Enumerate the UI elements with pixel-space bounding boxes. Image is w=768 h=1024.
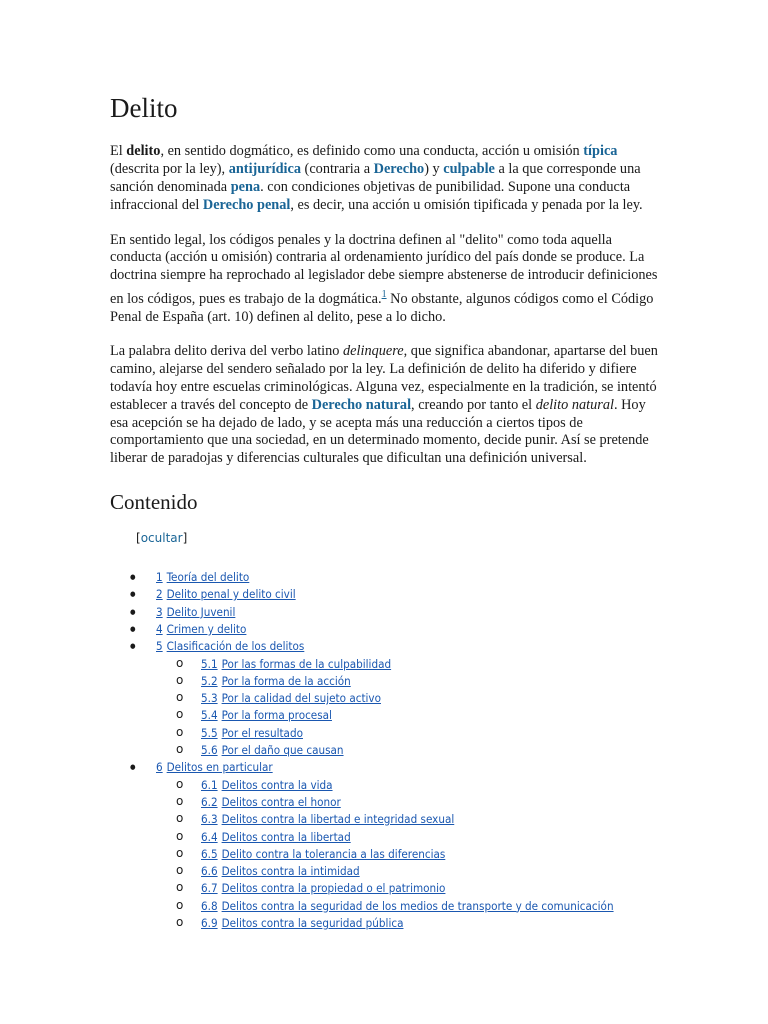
toc-item[interactable] <box>110 586 658 603</box>
link-antijuridica[interactable]: antijurídica <box>228 161 301 178</box>
toc-subitem[interactable] <box>156 829 658 846</box>
link-derecho[interactable]: Derecho <box>373 161 425 178</box>
toc-link[interactable]: Delitos contra la libertad <box>221 829 351 844</box>
text: , en sentido dogmático, es definido como una conducta, acción u omisión <box>160 143 584 160</box>
paragraph-2 <box>110 232 658 327</box>
toc-item[interactable] <box>110 569 658 586</box>
toc-link[interactable]: Delito Juvenil <box>166 604 236 619</box>
toc-link[interactable]: Delitos contra la propiedad o el patrimonio <box>221 881 446 896</box>
toc-number[interactable]: 5.3 <box>201 691 218 706</box>
text: a la que corresponde una sanción denominada <box>110 161 641 195</box>
toc-item[interactable] <box>110 621 658 638</box>
toc-number[interactable]: 2 <box>156 587 163 602</box>
paragraph-3 <box>110 343 658 468</box>
italic-term-delito-natural: delito natural <box>535 396 614 413</box>
toc-subitem[interactable] <box>156 915 658 932</box>
toc-link[interactable]: Crimen y delito <box>166 621 247 636</box>
toc-number[interactable]: 3 <box>156 604 163 619</box>
text: ) y <box>424 161 444 178</box>
toc-subitem[interactable] <box>156 880 658 897</box>
toc-number[interactable]: 6.3 <box>201 812 218 827</box>
bracket-close: ] <box>182 531 188 546</box>
toc-subitem[interactable] <box>156 725 658 742</box>
text: (contraria a <box>300 161 374 178</box>
link-tipica[interactable]: típica <box>583 143 618 160</box>
toc-link[interactable]: Por el daño que causan <box>221 743 344 758</box>
text: , que significa abandonar, apartarse del buen camino, alejarse del sendero señalado por la ley. La definición de delito ha diferido y difiere todavía hoy entre escuelas criminológicas. Alguna vez, especialmente en la tradición, se intentó establecer a través del concepto de <box>110 343 658 413</box>
text: . con condiciones objetivas de punibilidad. Supone una conducta infraccional del <box>110 178 631 213</box>
toc-link[interactable]: Delitos contra la intimidad <box>221 864 360 879</box>
toc-link[interactable]: Teoría del delito <box>166 570 250 585</box>
toc-number[interactable]: 6.6 <box>201 864 218 879</box>
toc-number[interactable]: 6 <box>156 760 163 775</box>
toc-link[interactable]: Por el resultado <box>221 725 303 740</box>
toc-link[interactable]: Por las formas de la culpabilidad <box>221 656 392 671</box>
toc-subitem[interactable] <box>156 846 658 863</box>
page-title: Delito <box>110 93 178 123</box>
text: . Hoy esa acepción se ha dejado de lado, y se acepta más una reducción a ciertos tipos de comportamiento que una sociedad, en un determinado momento, decide punir. Así se pretende liberar de paradojas y diferencias culturales que dificultan una definición universal. <box>110 396 649 467</box>
text: En sentido legal, los códigos penales y la doctrina definen al "delito" como toda aquella conducta (acción u omisión) contraria al ordenamiento jurídico del país donde se produce. La doctrina siempre ha reprochado al legislador debe siempre abstenerse de introducir definiciones en los códigos, pues es trabajo de la dogmática. <box>110 231 658 307</box>
link-culpable[interactable]: culpable <box>443 161 495 178</box>
article-content <box>110 92 658 932</box>
toc-list <box>110 569 658 932</box>
link-pena[interactable]: pena <box>230 178 261 195</box>
toc-link[interactable]: Delitos contra la seguridad pública <box>221 916 404 931</box>
toc-sublist <box>156 777 658 933</box>
toc-number[interactable]: 5.1 <box>201 656 218 671</box>
link-derecho-natural[interactable]: Derecho natural <box>311 396 412 413</box>
toc-link[interactable]: Clasificación de los delitos <box>166 639 305 654</box>
toc-number[interactable]: 6.4 <box>201 829 218 844</box>
toc-item[interactable] <box>110 638 658 759</box>
toc-toggle <box>136 531 658 545</box>
toc-link[interactable]: Por la calidad del sujeto activo <box>221 691 381 706</box>
toc-link[interactable]: Por la forma de la acción <box>221 673 351 688</box>
text: El <box>110 143 127 160</box>
italic-term-delinquere: delinquere <box>343 343 404 360</box>
toc-link[interactable]: Delito penal y delito civil <box>166 587 296 602</box>
toc-link[interactable]: Delitos contra la libertad e integridad sexual <box>221 812 455 827</box>
toc-subitem[interactable] <box>156 742 658 759</box>
toc-subitem[interactable] <box>156 898 658 915</box>
toc-link[interactable]: Delitos contra la seguridad de los medios de transporte y de comunicación <box>221 898 614 913</box>
text: La palabra delito deriva del verbo latino <box>110 343 344 360</box>
toc-subitem[interactable] <box>156 656 658 673</box>
toc-number[interactable]: 6.5 <box>201 846 218 861</box>
toc-link[interactable]: Por la forma procesal <box>221 708 332 723</box>
toc-number[interactable]: 6.8 <box>201 898 218 913</box>
toc-number[interactable]: 6.7 <box>201 881 218 896</box>
toc-link[interactable]: Delitos contra el honor <box>221 794 341 809</box>
toc-subitem[interactable] <box>156 811 658 828</box>
toc-link[interactable]: Delitos contra la vida <box>221 777 333 792</box>
text: No obstante, algunos códigos como el Código Penal de España (art. 10) definen al delito, pese a lo dicho. <box>110 290 654 325</box>
toc-sublist <box>156 656 658 760</box>
toc-item[interactable] <box>110 759 658 932</box>
toc-subitem[interactable] <box>156 673 658 690</box>
toc-hide-link[interactable]: ocultar <box>140 531 183 546</box>
toc-heading: Contenido <box>110 489 198 514</box>
toc-number[interactable]: 6.2 <box>201 794 218 809</box>
toc-subitem[interactable] <box>156 794 658 811</box>
link-derecho-penal[interactable]: Derecho penal <box>202 196 291 213</box>
toc-number[interactable]: 6.1 <box>201 777 218 792</box>
toc-link[interactable]: Delito contra la tolerancia a las diferencias <box>221 846 446 861</box>
toc-number[interactable]: 4 <box>156 621 163 636</box>
toc-link[interactable]: Delitos en particular <box>166 760 273 775</box>
toc-subitem[interactable] <box>156 863 658 880</box>
toc-subitem[interactable] <box>156 707 658 724</box>
text: , es decir, una acción u omisión tipificada y penada por la ley. <box>290 196 643 213</box>
toc-number[interactable]: 5.5 <box>201 725 218 740</box>
reference-link-1[interactable]: 1 <box>381 288 387 300</box>
bracket-open: [ <box>136 531 141 546</box>
toc-number[interactable]: 6.9 <box>201 916 218 931</box>
toc-number[interactable]: 5.6 <box>201 743 218 758</box>
text: (descrita por la ley), <box>110 161 229 178</box>
toc-number[interactable]: 1 <box>156 570 163 585</box>
toc-number[interactable]: 5 <box>156 639 163 654</box>
toc-item[interactable] <box>110 604 658 621</box>
toc-number[interactable]: 5.2 <box>201 673 218 688</box>
text: , creando por tanto el <box>411 396 536 413</box>
toc-subitem[interactable] <box>156 690 658 707</box>
bold-term-delito: delito <box>126 143 161 160</box>
toc-number[interactable]: 5.4 <box>201 708 218 723</box>
paragraph-1 <box>110 143 658 214</box>
toc-subitem[interactable] <box>156 777 658 794</box>
